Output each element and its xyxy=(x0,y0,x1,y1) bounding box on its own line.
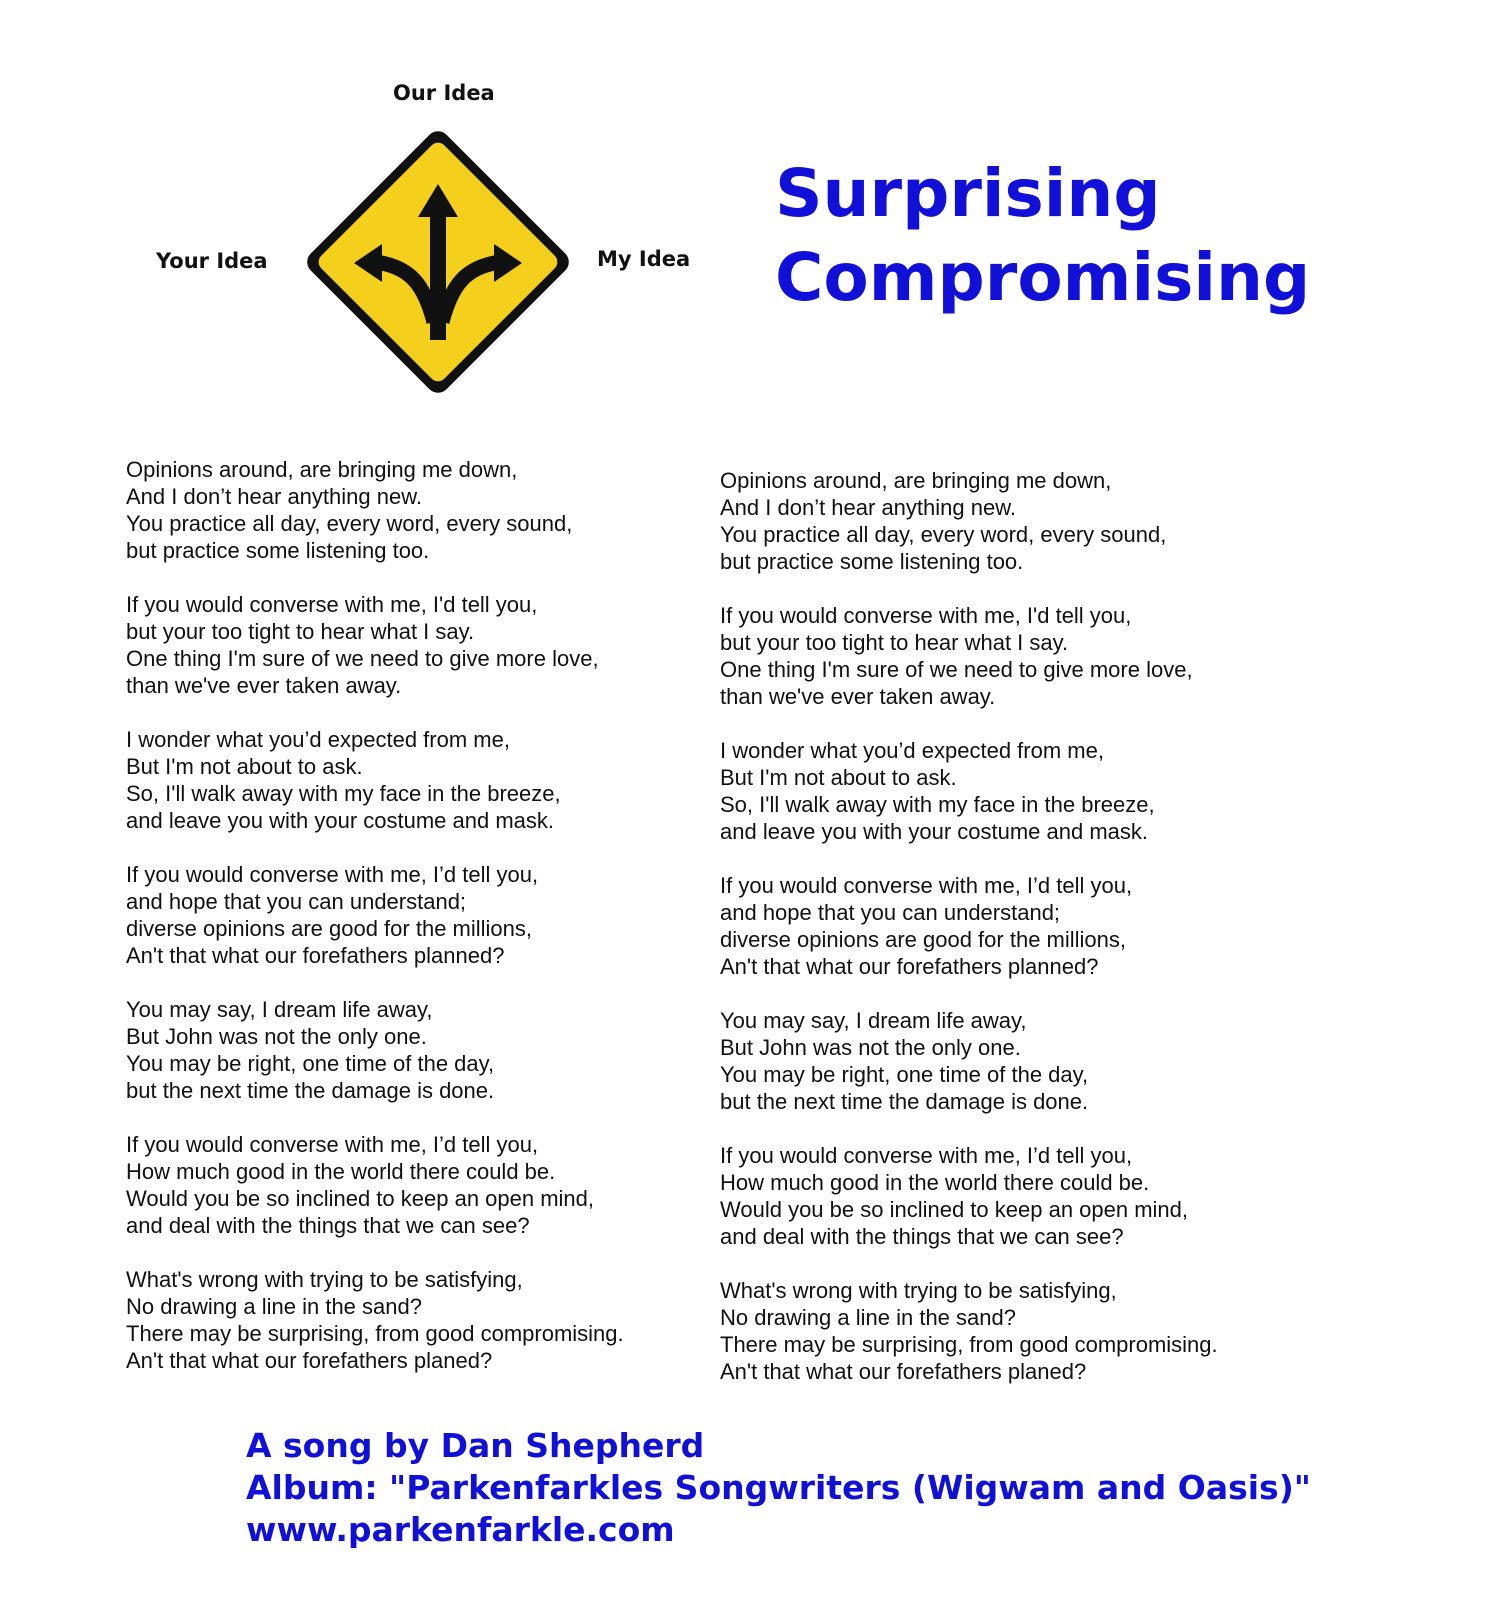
lyric-line: One thing I'm sure of we need to give more love, xyxy=(126,646,599,671)
lyric-stanza xyxy=(126,726,624,834)
title-line-1: Surprising xyxy=(775,155,1161,232)
lyric-line: How much good in the world there could be. xyxy=(126,1159,556,1184)
lyric-line: but the next time the damage is done. xyxy=(720,1089,1089,1114)
lyric-line: An't that what our forefathers planned? xyxy=(720,954,1099,979)
lyric-stanza xyxy=(720,737,1218,845)
lyric-line: One thing I'm sure of we need to give more love, xyxy=(720,657,1193,682)
lyric-line: But John was not the only one. xyxy=(720,1035,1021,1060)
lyric-line: and leave you with your costume and mask. xyxy=(126,808,555,833)
lyric-line: and deal with the things that we can see? xyxy=(126,1213,530,1238)
lyric-line: And I don’t hear anything new. xyxy=(720,495,1016,520)
lyric-line: and deal with the things that we can see? xyxy=(720,1224,1124,1249)
lyric-line: than we've ever taken away. xyxy=(126,673,402,698)
lyric-line: I wonder what you’d expected from me, xyxy=(720,738,1104,763)
lyric-line: Would you be so inclined to keep an open mind, xyxy=(126,1186,595,1211)
lyrics-column-right xyxy=(720,467,1218,1385)
sign-label-your-idea: Your Idea xyxy=(156,249,268,273)
three-way-fork-road-sign-icon xyxy=(298,122,578,402)
lyric-line: and leave you with your costume and mask. xyxy=(720,819,1149,844)
credit-album: Album: "Parkenfarkles Songwriters (Wigwam and Oasis)" xyxy=(246,1468,1311,1507)
sign-label-my-idea: My Idea xyxy=(597,247,691,271)
lyric-line: You may say, I dream life away, xyxy=(126,997,433,1022)
song-credits xyxy=(246,1425,1311,1551)
lyric-line: diverse opinions are good for the millions, xyxy=(720,927,1127,952)
lyric-line: If you would converse with me, I’d tell you, xyxy=(720,873,1133,898)
credit-website-link[interactable]: www.parkenfarkle.com xyxy=(246,1510,675,1549)
credit-song-by: A song by Dan Shepherd xyxy=(246,1426,705,1465)
lyric-line: and hope that you can understand; xyxy=(720,900,1061,925)
lyric-stanza xyxy=(720,1142,1218,1250)
lyric-stanza xyxy=(126,456,624,564)
lyric-line: If you would converse with me, I’d tell you, xyxy=(720,1143,1133,1168)
lyric-line: But I'm not about to ask. xyxy=(126,754,363,779)
lyric-line: You practice all day, every word, every sound, xyxy=(126,511,573,536)
lyric-line: You may be right, one time of the day, xyxy=(720,1062,1089,1087)
lyric-stanza xyxy=(126,1131,624,1239)
lyric-line: An't that what our forefathers planed? xyxy=(126,1348,493,1373)
lyric-line: But John was not the only one. xyxy=(126,1024,427,1049)
lyric-line: What's wrong with trying to be satisfying, xyxy=(126,1267,523,1292)
lyric-line: but the next time the damage is done. xyxy=(126,1078,495,1103)
lyric-stanza xyxy=(720,1007,1218,1115)
lyric-line: but practice some listening too. xyxy=(126,538,430,563)
lyric-stanza xyxy=(126,996,624,1104)
lyric-line: and hope that you can understand; xyxy=(126,889,467,914)
lyric-stanza xyxy=(720,872,1218,980)
lyric-line: There may be surprising, from good compromising. xyxy=(126,1321,624,1346)
lyric-line: You practice all day, every word, every sound, xyxy=(720,522,1167,547)
lyric-line: Opinions around, are bringing me down, xyxy=(720,468,1112,493)
lyric-line: So, I'll walk away with my face in the breeze, xyxy=(126,781,561,806)
lyric-line: What's wrong with trying to be satisfying, xyxy=(720,1278,1117,1303)
lyric-stanza xyxy=(720,1277,1218,1385)
lyric-line: How much good in the world there could be. xyxy=(720,1170,1150,1195)
lyric-line: No drawing a line in the sand? xyxy=(126,1294,422,1319)
lyric-line: An't that what our forefathers planed? xyxy=(720,1359,1087,1384)
lyric-line: So, I'll walk away with my face in the breeze, xyxy=(720,792,1155,817)
lyric-line: but your too tight to hear what I say. xyxy=(126,619,475,644)
lyric-line: but your too tight to hear what I say. xyxy=(720,630,1069,655)
lyric-line: But I'm not about to ask. xyxy=(720,765,957,790)
lyric-line: No drawing a line in the sand? xyxy=(720,1305,1016,1330)
title-line-2: Compromising xyxy=(775,239,1311,316)
lyric-line: And I don’t hear anything new. xyxy=(126,484,422,509)
lyric-line: I wonder what you’d expected from me, xyxy=(126,727,510,752)
lyric-stanza xyxy=(126,591,624,699)
lyric-line: If you would converse with me, I'd tell you, xyxy=(126,592,538,617)
lyric-stanza xyxy=(126,861,624,969)
lyric-line: If you would converse with me, I’d tell you, xyxy=(126,1132,539,1157)
lyric-stanza xyxy=(720,602,1218,710)
lyric-line: Opinions around, are bringing me down, xyxy=(126,457,518,482)
sign-label-our-idea: Our Idea xyxy=(393,81,495,105)
lyric-line: than we've ever taken away. xyxy=(720,684,996,709)
lyric-line: You may be right, one time of the day, xyxy=(126,1051,495,1076)
lyric-line: Would you be so inclined to keep an open mind, xyxy=(720,1197,1189,1222)
lyric-line: diverse opinions are good for the millions, xyxy=(126,916,533,941)
lyric-line: If you would converse with me, I’d tell you, xyxy=(126,862,539,887)
lyric-stanza xyxy=(126,1266,624,1374)
lyric-line: There may be surprising, from good compromising. xyxy=(720,1332,1218,1357)
lyric-line: If you would converse with me, I'd tell you, xyxy=(720,603,1132,628)
lyric-line: but practice some listening too. xyxy=(720,549,1024,574)
lyrics-column-left xyxy=(126,456,624,1374)
lyric-line: An't that what our forefathers planned? xyxy=(126,943,505,968)
lyric-line: You may say, I dream life away, xyxy=(720,1008,1027,1033)
song-title xyxy=(775,152,1310,320)
lyric-stanza xyxy=(720,467,1218,575)
